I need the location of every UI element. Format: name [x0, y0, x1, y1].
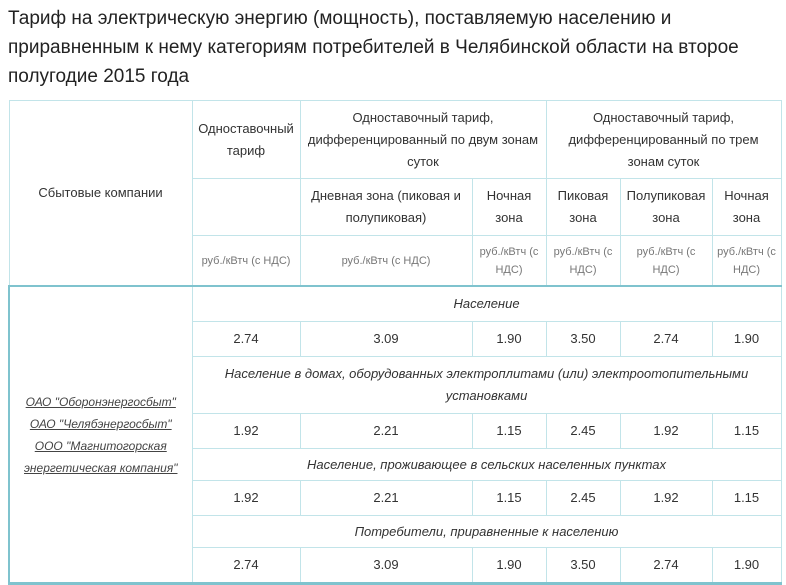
header-single-rate: Одноставочный тариф — [192, 101, 300, 179]
category-label: Население в домах, оборудованных электроплитами (или) электроотопительными установками — [192, 357, 781, 414]
value-cell: 2.74 — [192, 548, 300, 584]
value-cell: 2.21 — [300, 481, 472, 516]
header-three-zone: Одноставочный тариф, дифференцированный по трем зонам суток — [546, 101, 781, 179]
unit-label: руб./кВтч (с НДС) — [620, 236, 712, 287]
value-cell: 2.74 — [192, 322, 300, 357]
header-peak-zone: Пиковая зона — [546, 179, 620, 236]
value-cell: 1.90 — [472, 548, 546, 584]
header-night-zone-3: Ночная зона — [712, 179, 781, 236]
page-title: Тариф на электрическую энергию (мощность), поставляемую населению и приравненным к нему категориям потребителей в Челябинской области на второе полугодие 2015 года — [8, 8, 739, 87]
unit-label: руб./кВтч (с НДС) — [546, 236, 620, 287]
value-cell: 3.50 — [546, 548, 620, 584]
header-night-zone-2: Ночная зона — [472, 179, 546, 236]
value-cell: 1.92 — [620, 481, 712, 516]
header-day-zone: Дневная зона (пиковая и полупиковая) — [300, 179, 472, 236]
value-cell: 2.45 — [546, 414, 620, 449]
unit-label: руб./кВтч (с НДС) — [300, 236, 472, 287]
company-link-chelyabenergosbyt[interactable]: ОАО "Челябэнергосбыт" — [29, 416, 172, 431]
company-link-magnitogorsk[interactable]: ООО "Магнитогорская энергетическая компания" — [24, 438, 178, 475]
tariff-table — [8, 100, 782, 585]
value-cell: 1.90 — [712, 548, 781, 584]
header-two-zone: Одноставочный тариф, дифференцированный по двум зонам суток — [300, 101, 546, 179]
category-row — [9, 286, 781, 322]
value-cell: 1.15 — [712, 414, 781, 449]
value-cell: 3.50 — [546, 322, 620, 357]
value-cell: 1.90 — [712, 322, 781, 357]
value-cell: 2.21 — [300, 414, 472, 449]
value-cell: 1.92 — [620, 414, 712, 449]
unit-label: руб./кВтч (с НДС) — [192, 236, 300, 287]
company-link-oboronenergosbyt[interactable]: ОАО "Оборонэнергосбыт" — [25, 394, 176, 409]
header-half-peak-zone: Полупиковая зона — [620, 179, 712, 236]
value-cell: 1.15 — [472, 414, 546, 449]
value-cell: 1.92 — [192, 481, 300, 516]
category-label: Население, проживающее в сельских населенных пунктах — [192, 449, 781, 481]
value-cell: 1.15 — [712, 481, 781, 516]
value-cell: 3.09 — [300, 548, 472, 584]
value-cell: 2.45 — [546, 481, 620, 516]
header-empty-cell — [192, 179, 300, 236]
header-companies: Сбытовые компании — [9, 101, 192, 287]
value-cell: 1.92 — [192, 414, 300, 449]
value-cell: 2.74 — [620, 322, 712, 357]
unit-label: руб./кВтч (с НДС) — [712, 236, 781, 287]
category-label: Население — [192, 286, 781, 322]
companies-cell — [9, 286, 192, 584]
category-label: Потребители, приравненные к населению — [192, 516, 781, 548]
value-cell: 2.74 — [620, 548, 712, 584]
unit-label: руб./кВтч (с НДС) — [472, 236, 546, 287]
value-cell: 1.90 — [472, 322, 546, 357]
value-cell: 3.09 — [300, 322, 472, 357]
value-cell: 1.15 — [472, 481, 546, 516]
header-row-1 — [9, 101, 781, 179]
